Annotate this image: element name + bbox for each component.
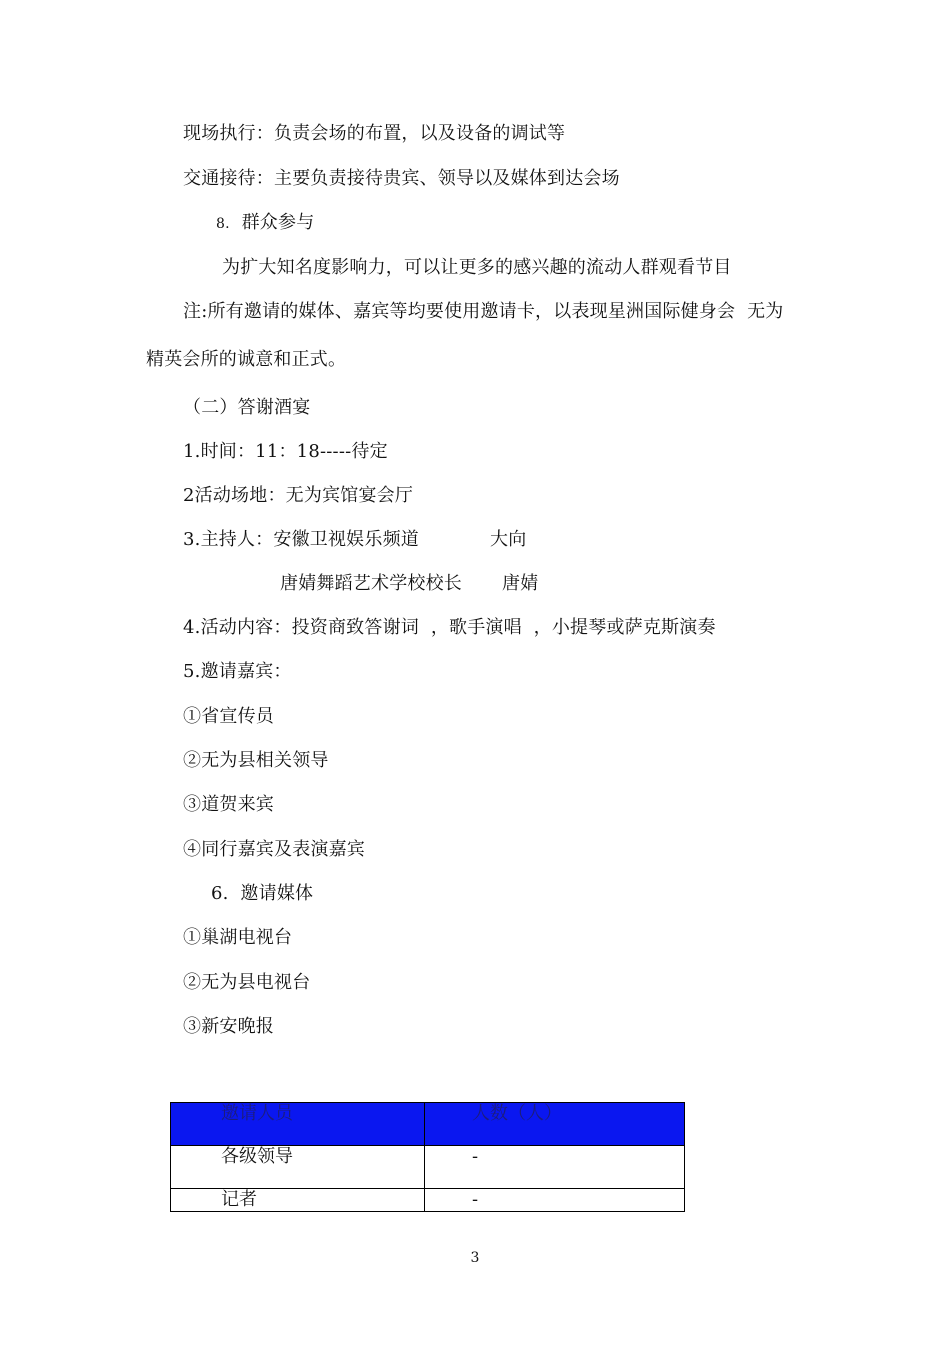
section-heading-invited-media: 6. 邀请媒体 [211, 883, 314, 904]
section-heading-banquet: （二）答谢酒宴 [183, 397, 311, 418]
page-number: 3 [470, 1250, 480, 1266]
table-header-cell: 邀请人员 [171, 1103, 425, 1146]
text-host-2-name: 唐婧 [502, 573, 539, 594]
text-line-host-2: 唐婧舞蹈艺术学校校长 [280, 573, 462, 594]
text-line-public-description: 为扩大知名度影响力，可以让更多的感兴趣的流动人群观看节目 [222, 257, 732, 278]
list-item-guest-3: ③道贺来宾 [183, 794, 274, 815]
table-row [171, 1189, 685, 1212]
list-item-guest-4: ④同行嘉宾及表演嘉宾 [183, 839, 365, 860]
text-line-host-1: 3.主持人：安徽卫视娱乐频道 [183, 529, 419, 550]
section-number: 8. [216, 216, 230, 232]
text-line-note-continued: 精英会所的诚意和正式。 [146, 349, 347, 370]
text-line-activity-content: 4.活动内容：投资商致答谢词 ，歌手演唱 ，小提琴或萨克斯演奏 [183, 617, 716, 638]
text-line-invited-guests: 5.邀请嘉宾： [183, 661, 292, 682]
section-title: 群众参与 [229, 212, 315, 233]
table-cell: - [425, 1189, 685, 1212]
table-header-row [171, 1103, 685, 1146]
table-cell: 记者 [171, 1189, 425, 1212]
invitee-table [170, 1102, 685, 1212]
table-header-cell: 人数（人） [425, 1103, 685, 1146]
text-line-venue: 2活动场地：无为宾馆宴会厅 [183, 485, 414, 506]
table-cell: 各级领导 [171, 1146, 425, 1189]
list-item-media-3: ③新安晚报 [183, 1016, 274, 1037]
text-line-note: 注:所有邀请的媒体、嘉宾等均要使用邀请卡，以表现星洲国际健身会 无为 [183, 301, 784, 322]
text-line-onsite-execution: 现场执行：负责会场的布置，以及设备的调试等 [183, 123, 566, 144]
table-row [171, 1146, 685, 1189]
text-host-1-name: 大向 [490, 529, 527, 550]
list-item-media-1: ①巢湖电视台 [183, 927, 293, 948]
section-heading-public-participation [216, 211, 314, 236]
text-line-time: 1.时间：11：18-----待定 [183, 441, 388, 462]
text-line-transport-reception: 交通接待：主要负责接待贵宾、领导以及媒体到达会场 [183, 168, 620, 189]
list-item-media-2: ②无为县电视台 [183, 972, 311, 993]
list-item-guest-1: ①省宣传员 [183, 706, 274, 727]
table-cell: - [425, 1146, 685, 1189]
list-item-guest-2: ②无为县相关领导 [183, 750, 329, 771]
